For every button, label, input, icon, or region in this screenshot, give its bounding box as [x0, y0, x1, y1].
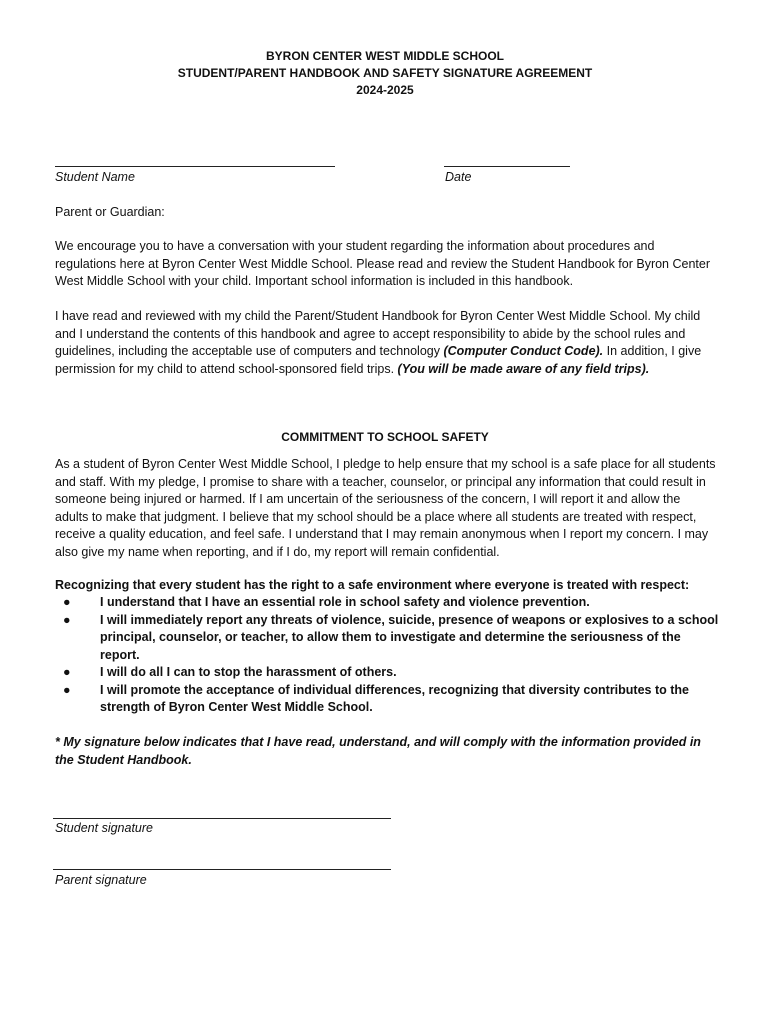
safety-section-title: COMMITMENT TO SCHOOL SAFETY	[281, 430, 489, 444]
commitment-item	[55, 682, 720, 717]
agreement-text: I have read and reviewed with my child the Parent/Student Handbook for Byron Center West Middle School. My child and I understand the contents of this handbook and agree to accept responsibility to abide by the school rules and guidelines, including the acceptable use of computers and technology	[55, 309, 701, 358]
bullet-icon: ●	[63, 665, 71, 679]
commitment-item	[55, 594, 720, 612]
commitment-item	[55, 664, 720, 682]
commitment-text: I will immediately report any threats of violence, suicide, presence of weapons or explosives to a school principal, counselor, or teacher, to allow them to investigate and determine the seriousness of the report.	[100, 612, 719, 662]
safety-pledge: As a student of Byron Center West Middle School, I pledge to help ensure that my school is a safe place for all students and staff. With my pledge, I promise to share with a teacher, counselor, or principal any information that could result in someone being injured or harmed. If I am uncertain of the seriousness of the concern, I will report it and allow the adults to make that judgment. I believe that my school should be a place where all students are treated with respect, receive a quality education, and feel safe. I understand that I may remain anonymous when I report my concern. I may also give my name when reporting, and if I do, my report will remain confidential.	[55, 457, 716, 559]
student-signature-label: Student signature	[55, 821, 153, 835]
student-name-label: Student Name	[55, 170, 135, 184]
parent-signature-label: Parent signature	[55, 873, 147, 887]
safety-lead: Recognizing that every student has the right to a safe environment where everyone is treated with respect:	[55, 578, 690, 592]
bullet-icon: ●	[63, 682, 71, 697]
commitment-text: I understand that I have an essential role in school safety and violence prevention.	[100, 595, 590, 609]
agreement-paragraph	[55, 308, 717, 378]
commitment-text: I will promote the acceptance of individual differences, recognizing that diversity contributes to the strength of Byron Center West Middle School.	[100, 682, 689, 714]
bullet-icon: ●	[63, 612, 71, 627]
parent-guardian-label: Parent or Guardian:	[55, 205, 165, 219]
school-year: 2024-2025	[356, 83, 414, 97]
date-line[interactable]	[444, 166, 570, 167]
commitment-item	[55, 612, 720, 665]
computer-conduct-code: (Computer Conduct Code).	[443, 344, 604, 358]
safety-commitments	[55, 594, 720, 717]
form-title: STUDENT/PARENT HANDBOOK AND SAFETY SIGNATURE AGREEMENT	[177, 66, 593, 80]
student-name-line[interactable]	[55, 166, 335, 167]
parent-signature-line[interactable]	[53, 869, 391, 870]
bullet-icon: ●	[63, 595, 71, 609]
student-signature-line[interactable]	[53, 818, 391, 819]
acknowledgement-statement: * My signature below indicates that I have read, understand, and will comply with the information provided in the Student Handbook.	[55, 735, 701, 767]
intro-paragraph: We encourage you to have a conversation with your student regarding the information about procedures and regulations here at Byron Center West Middle School. Please read and review the Student Handbook for Byron Center West Middle School with your child. Important school information is included in this handbook.	[55, 239, 710, 288]
field-trip-text: In addition, I give permission for my child to attend school-sponsored field trips.	[55, 344, 702, 376]
field-trips-note: (You will be made aware of any field trips).	[397, 361, 650, 376]
commitment-text: I will do all I can to stop the harassment of others.	[100, 665, 397, 679]
school-name: BYRON CENTER WEST MIDDLE SCHOOL	[265, 49, 504, 63]
date-label: Date	[445, 170, 472, 184]
